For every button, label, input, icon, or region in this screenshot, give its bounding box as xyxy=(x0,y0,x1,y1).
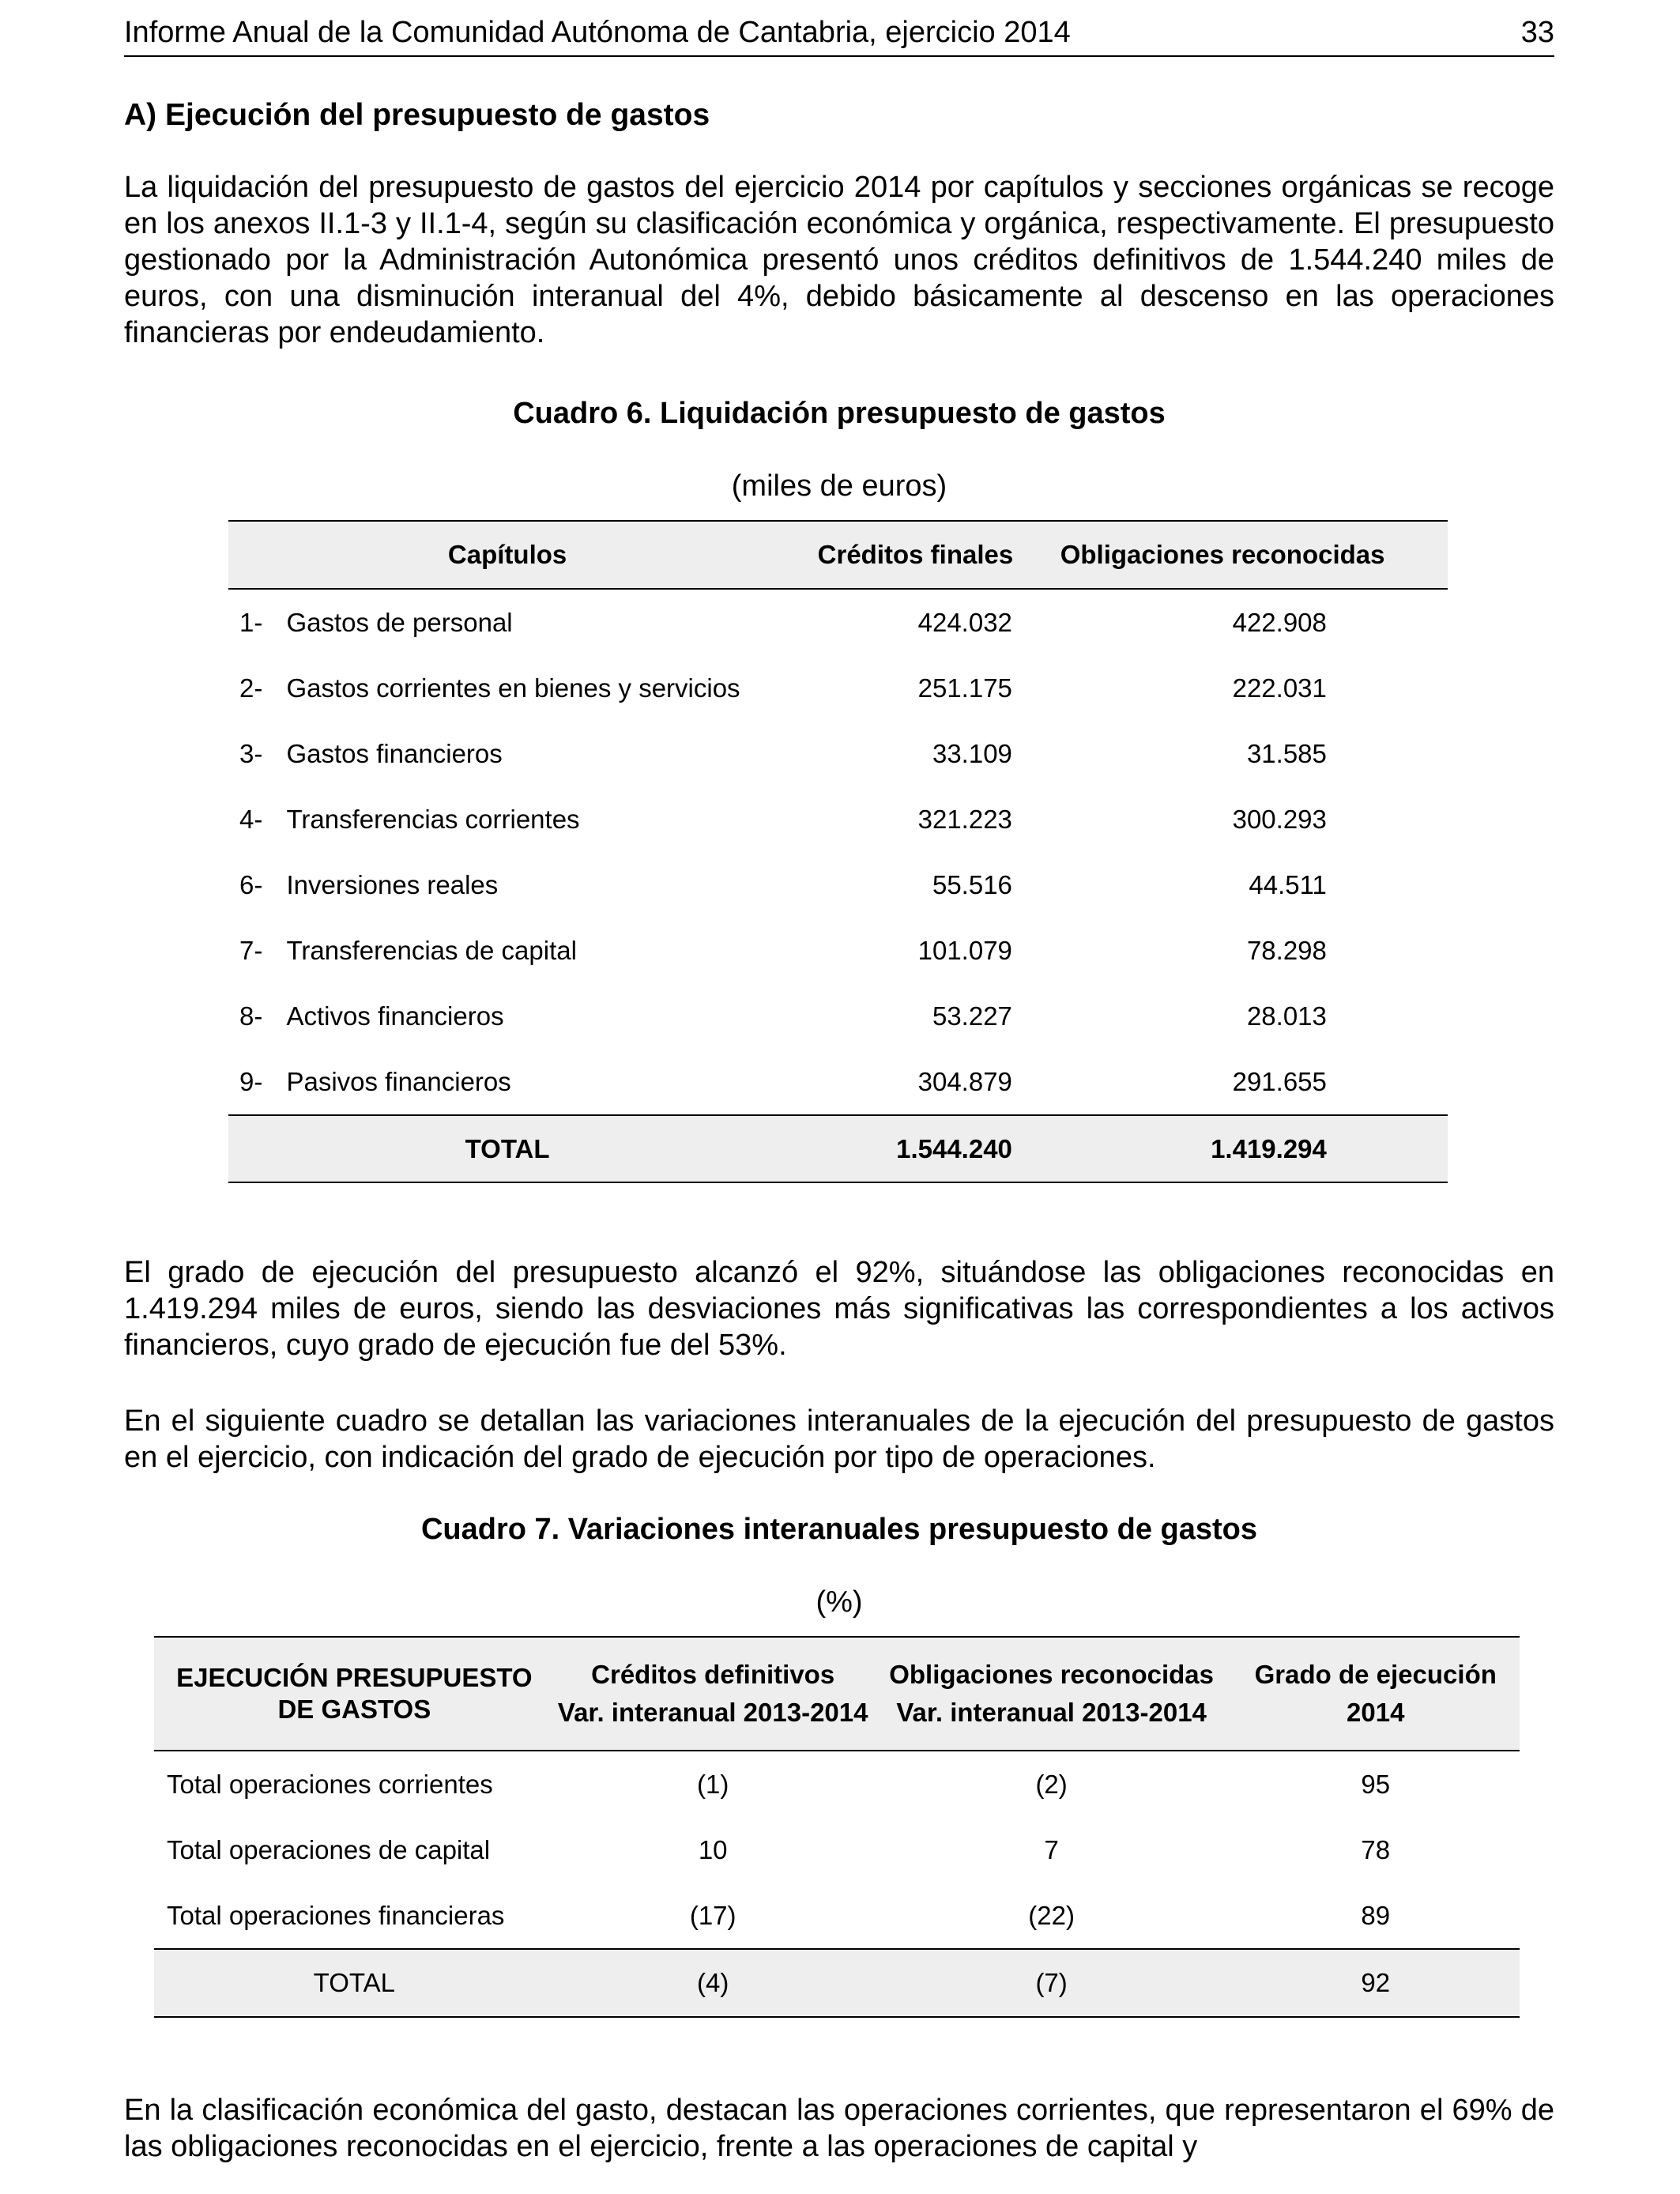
header-grado-line2: 2014 xyxy=(1347,1698,1405,1727)
row-creditos: (1) xyxy=(697,1769,729,1799)
table7 xyxy=(154,1636,1520,2018)
table7-header-row xyxy=(154,1637,1520,1751)
header-obligaciones-line2: Var. interanual 2013-2014 xyxy=(896,1698,1207,1727)
row-creditos: 55.516 xyxy=(932,869,1012,899)
row-obligaciones: 78.298 xyxy=(1246,935,1327,965)
row-number: 3- xyxy=(239,738,263,768)
row-name: Transferencias corrientes xyxy=(286,804,580,834)
total-creditos: (4) xyxy=(697,1968,729,1997)
page-header xyxy=(124,14,1554,57)
row-obligaciones: 422.908 xyxy=(1232,607,1327,637)
total-label: TOTAL xyxy=(465,1133,550,1163)
table6-header-row xyxy=(228,521,1448,589)
header-creditos-line1: Créditos definitivos xyxy=(591,1660,835,1689)
row-number: 2- xyxy=(239,673,263,703)
paragraph-3: En el siguiente cuadro se detallan las variaciones interanuales de la ejecución del presupuesto de gastos en el ejercicio, con indicación del grado de ejecución por tipo de operaciones. xyxy=(124,1404,1554,1474)
table-row xyxy=(154,1751,1520,1817)
row-creditos: 10 xyxy=(698,1834,728,1864)
table6-total-row xyxy=(228,1115,1448,1182)
row-creditos: 304.879 xyxy=(917,1066,1012,1096)
row-label: Total operaciones financieras xyxy=(167,1900,505,1930)
row-obligaciones: 300.293 xyxy=(1232,804,1327,834)
row-label: Total operaciones corrientes xyxy=(167,1769,493,1799)
table-row xyxy=(228,983,1448,1049)
total-obligaciones: (7) xyxy=(1035,1968,1068,1997)
table6 xyxy=(228,520,1448,1183)
row-number: 9- xyxy=(239,1066,263,1096)
row-obligaciones: 31.585 xyxy=(1246,738,1327,768)
paragraph-4: En la clasificación económica del gasto, destacan las operaciones corrientes, que representaron el 69% de las obligaciones reconocidas en el ejercicio, frente a las operaciones de capital y xyxy=(124,2094,1554,2163)
row-number: 4- xyxy=(239,804,263,834)
table7-total-row xyxy=(154,1949,1520,2017)
row-name: Gastos de personal xyxy=(286,607,513,637)
table7-units: (%) xyxy=(816,1585,863,1619)
table6-title: Cuadro 6. Liquidación presupuesto de gastos xyxy=(513,397,1166,430)
row-name: Activos financieros xyxy=(286,1001,504,1031)
row-creditos: (17) xyxy=(689,1900,736,1930)
table-row xyxy=(228,918,1448,983)
row-name: Inversiones reales xyxy=(286,869,499,899)
total-obligaciones: 1.419.294 xyxy=(1211,1133,1327,1163)
row-obligaciones: (2) xyxy=(1035,1769,1068,1799)
row-obligaciones: 28.013 xyxy=(1246,1001,1327,1031)
header-creditos-line2: Var. interanual 2013-2014 xyxy=(557,1698,868,1727)
header-ejecucion-line1: EJECUCIÓN PRESUPUESTO xyxy=(176,1663,533,1692)
row-creditos: 251.175 xyxy=(917,673,1012,703)
table6-header-creditos: Créditos finales xyxy=(817,540,1014,569)
table-row xyxy=(228,589,1448,655)
table-row xyxy=(154,1883,1520,1949)
row-obligaciones: 44.511 xyxy=(1249,869,1327,899)
row-creditos: 101.079 xyxy=(917,935,1012,965)
table-row xyxy=(154,1817,1520,1883)
row-obligaciones: (22) xyxy=(1028,1900,1075,1930)
row-name: Pasivos financieros xyxy=(286,1066,511,1096)
table6-header-capitulos: Capítulos xyxy=(447,540,567,569)
table-row xyxy=(228,721,1448,786)
table6-units: (miles de euros) xyxy=(731,469,947,503)
header-ejecucion-line2: DE GASTOS xyxy=(277,1695,431,1724)
total-creditos: 1.544.240 xyxy=(896,1133,1012,1163)
row-creditos: 321.223 xyxy=(917,804,1012,834)
table-row xyxy=(228,1049,1448,1115)
paragraph-2: El grado de ejecución del presupuesto alcanzó el 92%, situándose las obligaciones reconocidas en 1.419.294 miles de euros, siendo las desviaciones más significativas las correspondientes a los activos financieros, cuyo grado de ejecución fue del 53%. xyxy=(124,1256,1554,1362)
row-number: 7- xyxy=(239,935,263,965)
header-title: Informe Anual de la Comunidad Autónoma de Cantabria, ejercicio 2014 xyxy=(124,16,1071,49)
table7-header-creditos xyxy=(555,1637,872,1751)
section-heading: A) Ejecución del presupuesto de gastos xyxy=(124,98,710,132)
page-number: 33 xyxy=(1520,16,1554,49)
row-label: Total operaciones de capital xyxy=(167,1834,491,1864)
row-obligaciones: 7 xyxy=(1044,1834,1059,1864)
row-name: Gastos financieros xyxy=(286,738,503,768)
header-obligaciones-line1: Obligaciones reconocidas xyxy=(889,1660,1215,1689)
row-creditos: 53.227 xyxy=(932,1001,1012,1031)
total-label: TOTAL xyxy=(313,1968,395,1997)
row-number: 1- xyxy=(239,607,263,637)
row-number: 6- xyxy=(239,869,263,899)
table6-header-obligaciones: Obligaciones reconocidas xyxy=(1060,540,1385,569)
row-creditos: 424.032 xyxy=(917,607,1012,637)
row-grado: 95 xyxy=(1361,1769,1391,1799)
table7-header-obligaciones xyxy=(872,1637,1232,1751)
row-grado: 89 xyxy=(1361,1900,1391,1930)
paragraph-1: La liquidación del presupuesto de gastos del ejercicio 2014 por capítulos y secciones orgánicas se recoge en los anexos II.1-3 y II.1-4, según su clasificación económica y orgánica, respectivamente. El presupuesto gestionado por la Administración Autonómica presentó unos créditos definitivos de 1.544.240 miles de euros, con una disminución interanual del 4%, debido básicamente al descenso en las operaciones financieras por endeudamiento. xyxy=(124,171,1554,349)
table7-header-grado xyxy=(1232,1637,1520,1751)
row-number: 8- xyxy=(239,1001,263,1031)
total-grado: 92 xyxy=(1361,1968,1391,1997)
row-name: Gastos corrientes en bienes y servicios xyxy=(286,673,740,703)
table-row xyxy=(228,852,1448,918)
row-creditos: 33.109 xyxy=(932,738,1012,768)
row-obligaciones: 291.655 xyxy=(1232,1066,1327,1096)
header-grado-line1: Grado de ejecución xyxy=(1254,1660,1497,1689)
table7-header-ejecucion xyxy=(154,1637,555,1751)
table-row xyxy=(228,786,1448,852)
row-grado: 78 xyxy=(1361,1834,1391,1864)
row-obligaciones: 222.031 xyxy=(1232,673,1327,703)
table7-title: Cuadro 7. Variaciones interanuales presupuesto de gastos xyxy=(420,1513,1257,1546)
table-row xyxy=(228,655,1448,721)
row-name: Transferencias de capital xyxy=(286,935,577,965)
